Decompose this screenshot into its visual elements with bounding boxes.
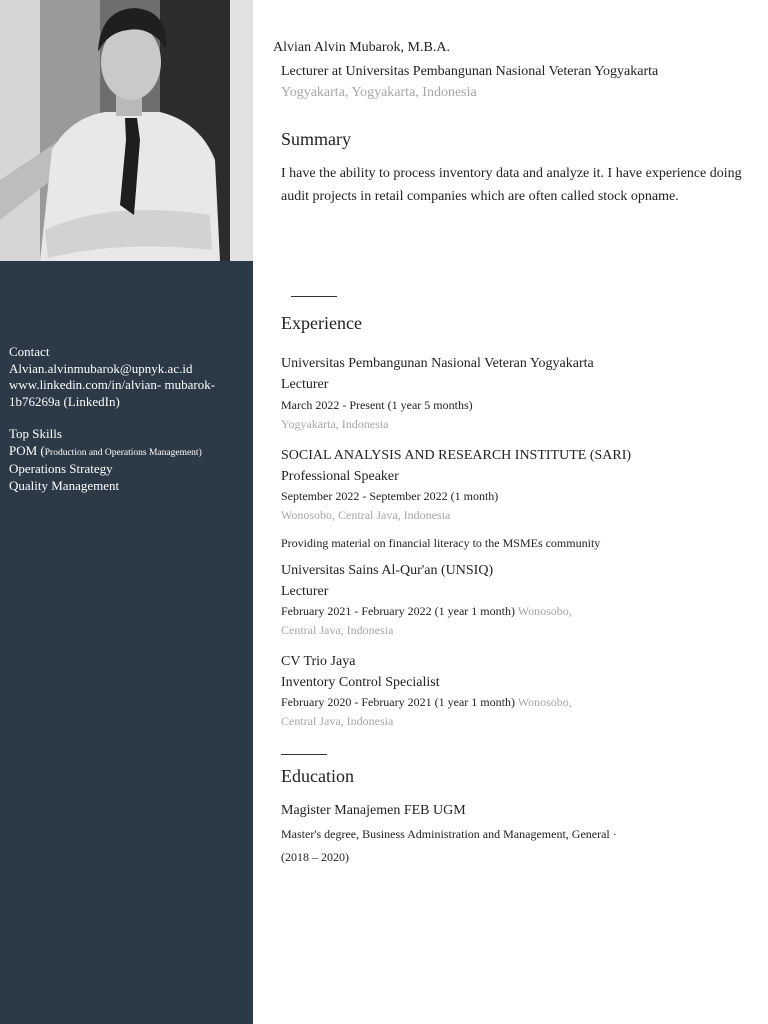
profile-photo-illustration: [0, 0, 253, 261]
experience-heading: Experience: [281, 313, 362, 333]
experience-location: Wonosobo, Central Java, Indonesia: [281, 508, 451, 522]
divider: [291, 296, 337, 297]
education-degree: Master's degree, Business Administration and Management, General ·: [281, 827, 617, 841]
summary-text: I have the ability to process inventory data and analyze it. I have experience doing audit projects in retail companies which are often called stock opname.: [281, 166, 742, 204]
experience-role: Lecturer: [281, 584, 329, 599]
experience-dates: September 2022 - September 2022 (1 month): [281, 489, 499, 503]
skill-detail: Production and Operations Management): [44, 447, 202, 458]
experience-location-cont: Central Java, Indonesia: [281, 623, 394, 637]
skill-item: Operations Strategy: [9, 461, 113, 476]
profile-headline: Lecturer at Universitas Pembangunan Nasional Veteran Yogyakarta: [281, 64, 659, 79]
experience-dates: March 2022 - Present (1 year 5 months): [281, 398, 473, 412]
experience-location-cont: Central Java, Indonesia: [281, 714, 394, 728]
experience-location: Yogyakarta, Indonesia: [281, 417, 389, 431]
summary-heading: Summary: [281, 129, 351, 149]
sidebar: [0, 0, 253, 1024]
experience-org: CV Trio Jaya: [281, 654, 356, 669]
skills-heading: Top Skills: [9, 426, 62, 441]
experience-org: Universitas Sains Al-Qur'an (UNSIQ): [281, 563, 494, 578]
profile-name: Alvian Alvin Mubarok, M.B.A.: [273, 40, 450, 55]
experience-role: Lecturer: [281, 377, 329, 392]
experience-role: Inventory Control Specialist: [281, 675, 440, 690]
linkedin-url-cont[interactable]: 1b76269a (LinkedIn): [9, 393, 120, 409]
experience-role: Professional Speaker: [281, 469, 399, 484]
experience-org: SOCIAL ANALYSIS AND RESEARCH INSTITUTE (SARI): [281, 448, 632, 463]
linkedin-url[interactable]: www.linkedin.com/in/alvian- mubarok-: [9, 377, 216, 392]
experience-description: Providing material on financial literacy to the MSMEs community: [281, 536, 601, 550]
contact-section: [9, 344, 215, 410]
experience-dates-line: [281, 695, 572, 710]
skills-section: [9, 426, 202, 494]
experience-dates: February 2020 - February 2021 (1 year 1 month): [281, 695, 515, 709]
skill-item: [9, 443, 202, 462]
profile-location: Yogyakarta, Yogyakarta, Indonesia: [281, 85, 477, 100]
contact-heading: Contact: [9, 344, 50, 359]
education-years: (2018 – 2020): [281, 850, 349, 864]
experience-dates-line: [281, 604, 572, 619]
experience-location: Wonosobo,: [517, 604, 572, 618]
divider: [281, 754, 327, 755]
education-heading: Education: [281, 766, 354, 786]
experience-dates: February 2021 - February 2022 (1 year 1 month): [281, 604, 515, 618]
education-school: Magister Manajemen FEB UGM: [281, 803, 466, 818]
experience-org: Universitas Pembangunan Nasional Veteran Yogyakarta: [281, 356, 594, 371]
skill-item: Quality Management: [9, 477, 120, 493]
experience-location: Wonosobo,: [517, 695, 572, 709]
linkedin-link[interactable]: [9, 377, 215, 410]
profile-photo: [0, 0, 253, 261]
email-link[interactable]: Alvian.alvinmubarok@upnyk.ac.id: [9, 360, 193, 376]
skill-label: POM (: [9, 442, 45, 458]
